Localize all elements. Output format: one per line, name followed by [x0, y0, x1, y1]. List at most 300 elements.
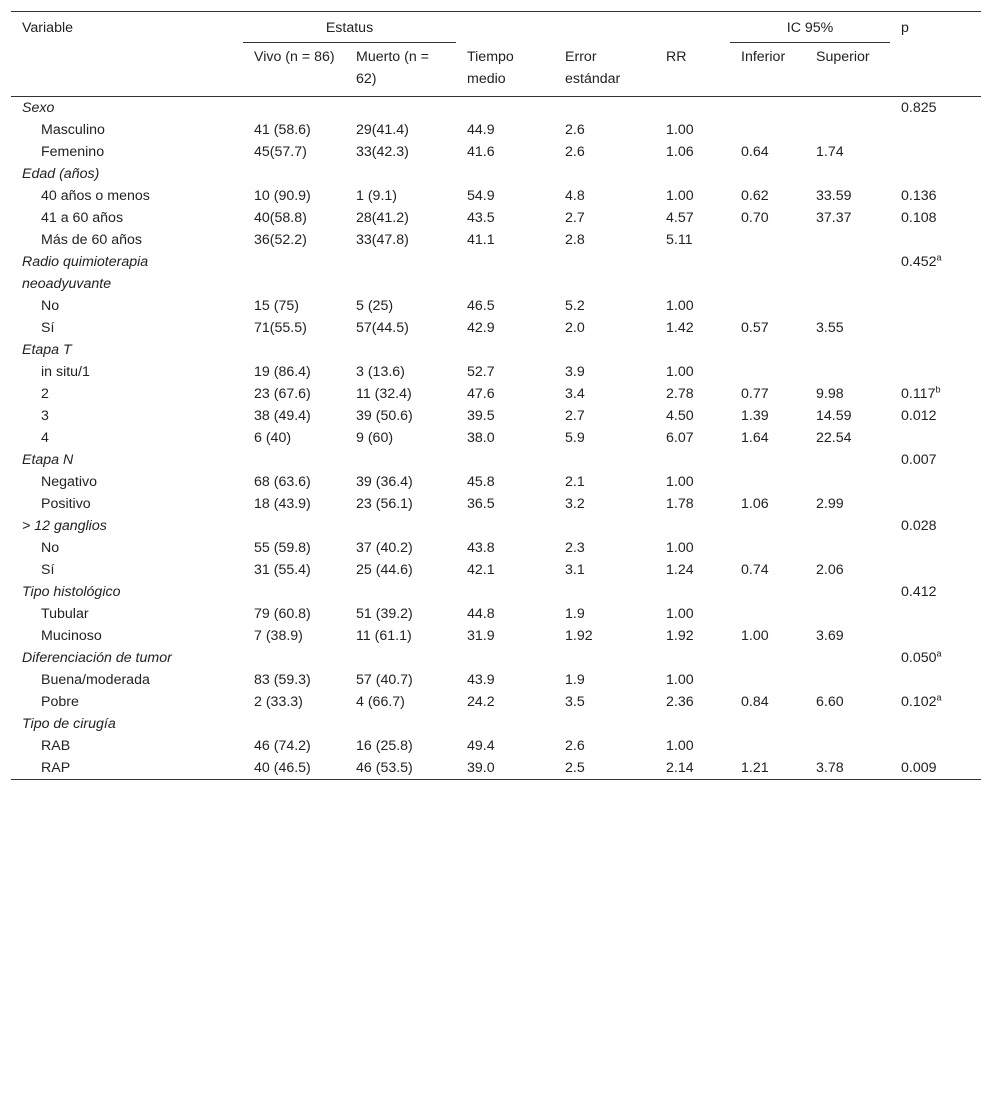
cell-error-text: 1.9 — [565, 672, 585, 688]
p-footnote-mark: a — [936, 692, 942, 703]
cell-error — [554, 757, 655, 780]
cell-tiempo — [456, 207, 554, 229]
cell-p — [890, 625, 981, 647]
cell-tiempo-text: 43.5 — [467, 210, 495, 226]
cell-error — [554, 713, 655, 735]
header-estatus-group — [243, 12, 456, 43]
cell-rr-text: 1.42 — [666, 320, 694, 336]
cell-vivo-text: 45(57.7) — [254, 144, 307, 160]
cell-inf-text: 1.00 — [741, 628, 769, 644]
cell-variable-text: 4 — [41, 430, 49, 446]
cell-rr — [655, 647, 730, 669]
cell-sup — [805, 515, 890, 537]
cell-inf — [730, 207, 805, 229]
cell-rr-text: 1.00 — [666, 606, 694, 622]
cell-vivo — [243, 251, 345, 295]
cell-error — [554, 669, 655, 691]
cell-p — [890, 251, 981, 295]
cell-p — [890, 185, 981, 207]
cell-sup — [805, 383, 890, 405]
cell-inf-text: 1.64 — [741, 430, 769, 446]
cell-variable-text: Tipo de cirugía — [22, 716, 116, 732]
category-row — [11, 647, 981, 669]
cell-muerto-text: 25 (44.6) — [356, 562, 413, 578]
cell-muerto — [345, 537, 456, 559]
cell-rr — [655, 361, 730, 383]
cell-tiempo-text: 41.1 — [467, 232, 495, 248]
table-row — [11, 119, 981, 141]
cell-muerto-text: 5 (25) — [356, 298, 394, 314]
cell-error-text: 1.92 — [565, 628, 593, 644]
header-superior: Superior — [816, 49, 870, 65]
cell-variable — [11, 229, 243, 251]
cell-p — [890, 163, 981, 185]
cell-vivo-text: 31 (55.4) — [254, 562, 311, 578]
cell-muerto-text: 57 (40.7) — [356, 672, 413, 688]
cell-tiempo — [456, 251, 554, 295]
cell-sup — [805, 185, 890, 207]
cell-sup — [805, 581, 890, 603]
cell-inf — [730, 581, 805, 603]
cell-tiempo — [456, 361, 554, 383]
table-row — [11, 141, 981, 163]
table-row — [11, 559, 981, 581]
header-estatus: Estatus — [325, 20, 374, 36]
cell-variable — [11, 97, 243, 120]
cell-p — [890, 493, 981, 515]
cell-error — [554, 449, 655, 471]
cell-p-text: 0.012 — [901, 408, 937, 424]
table-row — [11, 537, 981, 559]
cell-tiempo-text: 46.5 — [467, 298, 495, 314]
cell-tiempo — [456, 97, 554, 120]
cell-variable-text: Masculino — [41, 122, 105, 138]
cell-error — [554, 229, 655, 251]
cell-variable-text: Etapa N — [22, 452, 74, 468]
cell-tiempo — [456, 141, 554, 163]
cell-inf — [730, 229, 805, 251]
cell-muerto-text: 23 (56.1) — [356, 496, 413, 512]
cell-inf-text: 1.21 — [741, 760, 769, 776]
cell-p — [890, 471, 981, 493]
cell-tiempo — [456, 383, 554, 405]
cell-vivo-text: 41 (58.6) — [254, 122, 311, 138]
cell-rr — [655, 163, 730, 185]
cell-sup — [805, 119, 890, 141]
cell-muerto-text: 11 (61.1) — [356, 628, 412, 644]
cell-muerto — [345, 581, 456, 603]
cell-variable — [11, 515, 243, 537]
cell-sup — [805, 625, 890, 647]
cell-rr-text: 1.06 — [666, 144, 694, 160]
cell-muerto — [345, 207, 456, 229]
cell-sup — [805, 317, 890, 339]
cell-error-text: 3.4 — [565, 386, 585, 402]
cell-error — [554, 119, 655, 141]
cell-variable — [11, 185, 243, 207]
cell-vivo-text: 40(58.8) — [254, 210, 307, 226]
cell-tiempo — [456, 603, 554, 625]
cell-vivo — [243, 383, 345, 405]
cell-inf-text: 0.57 — [741, 320, 769, 336]
cell-rr-text: 2.78 — [666, 386, 694, 402]
cell-vivo-text: 15 (75) — [254, 298, 299, 314]
cell-variable-text: Sí — [41, 562, 55, 578]
cell-variable — [11, 405, 243, 427]
cell-vivo — [243, 185, 345, 207]
cell-error — [554, 559, 655, 581]
cell-error — [554, 581, 655, 603]
table-row — [11, 471, 981, 493]
cell-inf — [730, 713, 805, 735]
cell-vivo — [243, 559, 345, 581]
cell-error — [554, 735, 655, 757]
category-row — [11, 339, 981, 361]
cell-rr-text: 1.00 — [666, 540, 694, 556]
cell-sup — [805, 647, 890, 669]
header-inferior: Inferior — [741, 49, 786, 65]
table-row — [11, 625, 981, 647]
cell-vivo — [243, 317, 345, 339]
cell-sup — [805, 405, 890, 427]
cell-error — [554, 207, 655, 229]
cell-inf — [730, 603, 805, 625]
cell-muerto — [345, 691, 456, 713]
cell-vivo — [243, 757, 345, 780]
cell-error — [554, 383, 655, 405]
cell-rr-text: 1.24 — [666, 562, 694, 578]
cell-inf-text: 0.77 — [741, 386, 769, 402]
cell-sup — [805, 471, 890, 493]
cell-sup-text: 37.37 — [816, 210, 852, 226]
cell-error-text: 4.8 — [565, 188, 585, 204]
cell-rr — [655, 119, 730, 141]
cell-tiempo — [456, 427, 554, 449]
table-row — [11, 361, 981, 383]
cell-p — [890, 735, 981, 757]
cell-muerto-text: 37 (40.2) — [356, 540, 413, 556]
header-ic-group — [730, 12, 890, 43]
cell-vivo-text: 38 (49.4) — [254, 408, 311, 424]
cell-error-text: 2.6 — [565, 738, 585, 754]
cell-vivo — [243, 669, 345, 691]
table-row — [11, 493, 981, 515]
header-error: Error estándar — [565, 48, 621, 87]
cell-error — [554, 691, 655, 713]
cell-variable — [11, 207, 243, 229]
cell-p-text: 0.050 — [901, 650, 937, 666]
cell-inf-text: 0.84 — [741, 694, 769, 710]
cell-sup — [805, 97, 890, 120]
cell-error-text: 2.6 — [565, 122, 585, 138]
table-row — [11, 757, 981, 780]
cell-variable-text: > 12 ganglios — [22, 518, 107, 534]
cell-variable-text: Radio quimioterapia neoadyuvante — [22, 254, 149, 292]
table-row — [11, 405, 981, 427]
cell-inf — [730, 361, 805, 383]
cell-rr — [655, 669, 730, 691]
cell-inf — [730, 537, 805, 559]
cell-vivo — [243, 141, 345, 163]
cell-variable — [11, 625, 243, 647]
cell-muerto — [345, 493, 456, 515]
cell-rr — [655, 97, 730, 120]
cell-error-text: 3.5 — [565, 694, 585, 710]
cell-error-text: 2.5 — [565, 760, 585, 776]
cell-tiempo — [456, 515, 554, 537]
cell-variable — [11, 251, 243, 295]
cell-tiempo — [456, 119, 554, 141]
cell-tiempo — [456, 317, 554, 339]
cell-tiempo-text: 41.6 — [467, 144, 495, 160]
cell-muerto — [345, 603, 456, 625]
cell-vivo-text: 46 (74.2) — [254, 738, 311, 754]
cell-rr — [655, 427, 730, 449]
cell-sup-text: 3.69 — [816, 628, 844, 644]
cell-inf-text: 0.74 — [741, 562, 769, 578]
cell-variable-text: RAB — [41, 738, 71, 754]
cell-tiempo — [456, 669, 554, 691]
cell-sup — [805, 427, 890, 449]
cell-tiempo — [456, 339, 554, 361]
cell-error — [554, 339, 655, 361]
header-p: p — [901, 20, 909, 36]
cell-sup — [805, 757, 890, 780]
cell-muerto — [345, 669, 456, 691]
cell-sup — [805, 537, 890, 559]
cell-muerto — [345, 383, 456, 405]
cell-muerto — [345, 515, 456, 537]
cell-vivo — [243, 735, 345, 757]
cell-p — [890, 317, 981, 339]
cell-variable-text: Negativo — [41, 474, 97, 490]
cell-sup-text: 22.54 — [816, 430, 852, 446]
cell-variable-text: 41 a 60 años — [41, 210, 124, 226]
cell-tiempo-text: 42.1 — [467, 562, 495, 578]
cell-p-text: 0.009 — [901, 760, 937, 776]
cell-variable-text: Tubular — [41, 606, 89, 622]
cell-p — [890, 141, 981, 163]
table-row — [11, 669, 981, 691]
cell-sup-text: 1.74 — [816, 144, 844, 160]
table-row — [11, 735, 981, 757]
cell-variable-text: No — [41, 540, 60, 556]
cell-muerto-text: 28(41.2) — [356, 210, 409, 226]
cell-p — [890, 515, 981, 537]
table-row — [11, 317, 981, 339]
cell-sup — [805, 603, 890, 625]
cell-muerto — [345, 317, 456, 339]
cell-vivo-text: 2 (33.3) — [254, 694, 303, 710]
cell-rr-text: 1.00 — [666, 738, 694, 754]
cell-error — [554, 317, 655, 339]
cell-sup — [805, 339, 890, 361]
cell-sup — [805, 559, 890, 581]
cell-error-text: 3.1 — [565, 562, 585, 578]
cell-error — [554, 163, 655, 185]
cell-muerto-text: 4 (66.7) — [356, 694, 405, 710]
cell-sup — [805, 295, 890, 317]
table-row — [11, 427, 981, 449]
cell-inf — [730, 317, 805, 339]
cell-muerto — [345, 625, 456, 647]
cell-muerto-text: 1 (9.1) — [356, 188, 398, 204]
cell-variable — [11, 339, 243, 361]
cell-muerto-text: 9 (60) — [356, 430, 394, 446]
cell-muerto — [345, 141, 456, 163]
cell-variable-text: Etapa T — [22, 342, 72, 358]
cell-vivo — [243, 625, 345, 647]
cell-error — [554, 141, 655, 163]
cell-variable-text: Pobre — [41, 694, 79, 710]
cell-sup — [805, 141, 890, 163]
cell-rr — [655, 251, 730, 295]
cell-rr-text: 1.00 — [666, 364, 694, 380]
cell-inf — [730, 559, 805, 581]
cell-variable — [11, 427, 243, 449]
cell-muerto — [345, 295, 456, 317]
cell-variable-text: Diferenciación de tumor — [22, 650, 172, 666]
cell-rr — [655, 449, 730, 471]
cell-muerto — [345, 757, 456, 780]
cell-inf — [730, 757, 805, 780]
cell-muerto-text: 51 (39.2) — [356, 606, 413, 622]
cell-p — [890, 691, 981, 713]
cell-tiempo — [456, 713, 554, 735]
cell-p — [890, 581, 981, 603]
cell-rr — [655, 603, 730, 625]
cell-tiempo — [456, 185, 554, 207]
cell-variable — [11, 361, 243, 383]
cell-vivo — [243, 207, 345, 229]
table-row — [11, 295, 981, 317]
p-footnote-mark: b — [935, 384, 941, 395]
cell-inf — [730, 339, 805, 361]
cell-variable — [11, 383, 243, 405]
cell-variable — [11, 669, 243, 691]
cell-inf — [730, 251, 805, 295]
cell-rr-text: 2.36 — [666, 694, 694, 710]
cell-variable-text: Sexo — [22, 100, 55, 116]
cell-vivo-text: 40 (46.5) — [254, 760, 311, 776]
cell-inf — [730, 119, 805, 141]
cell-p — [890, 97, 981, 120]
cell-variable-text: 2 — [41, 386, 49, 402]
cell-inf — [730, 141, 805, 163]
cell-error — [554, 405, 655, 427]
cell-variable — [11, 757, 243, 780]
cell-variable — [11, 537, 243, 559]
cell-inf — [730, 735, 805, 757]
cell-muerto — [345, 229, 456, 251]
cell-error-text: 3.2 — [565, 496, 585, 512]
category-row — [11, 163, 981, 185]
cell-vivo-text: 7 (38.9) — [254, 628, 303, 644]
cell-variable-text: 3 — [41, 408, 49, 424]
cell-error-text: 1.9 — [565, 606, 585, 622]
cell-vivo — [243, 515, 345, 537]
cell-tiempo-text: 38.0 — [467, 430, 495, 446]
category-row — [11, 251, 981, 295]
cell-p-text: 0.108 — [901, 210, 937, 226]
cell-tiempo-text: 42.9 — [467, 320, 495, 336]
cell-vivo — [243, 163, 345, 185]
cell-tiempo — [456, 691, 554, 713]
table-row — [11, 691, 981, 713]
cell-vivo-text: 23 (67.6) — [254, 386, 311, 402]
cell-variable — [11, 317, 243, 339]
cell-p — [890, 647, 981, 669]
cell-inf — [730, 405, 805, 427]
cell-p — [890, 757, 981, 780]
cell-error-text: 2.8 — [565, 232, 585, 248]
survival-table-container — [11, 11, 981, 780]
cell-muerto-text: 33(47.8) — [356, 232, 409, 248]
cell-rr — [655, 295, 730, 317]
table-body — [11, 97, 981, 780]
cell-variable-text: Positivo — [41, 496, 91, 512]
cell-vivo-text: 71(55.5) — [254, 320, 307, 336]
cell-muerto — [345, 735, 456, 757]
cell-muerto — [345, 449, 456, 471]
cell-sup-text: 2.99 — [816, 496, 844, 512]
cell-rr-text: 1.00 — [666, 298, 694, 314]
cell-error — [554, 537, 655, 559]
cell-rr — [655, 625, 730, 647]
cell-sup — [805, 449, 890, 471]
cell-variable-text: Sí — [41, 320, 55, 336]
cell-sup — [805, 163, 890, 185]
cell-rr — [655, 207, 730, 229]
cell-tiempo-text: 44.9 — [467, 122, 495, 138]
cell-tiempo-text: 24.2 — [467, 694, 495, 710]
cell-error — [554, 97, 655, 120]
cell-error — [554, 251, 655, 295]
cell-inf — [730, 295, 805, 317]
cell-vivo — [243, 405, 345, 427]
cell-muerto — [345, 119, 456, 141]
cell-rr — [655, 405, 730, 427]
table-header — [11, 12, 981, 97]
cell-tiempo-text: 43.9 — [467, 672, 495, 688]
cell-error — [554, 603, 655, 625]
cell-rr — [655, 229, 730, 251]
cell-rr-text: 2.14 — [666, 760, 694, 776]
cell-tiempo — [456, 581, 554, 603]
cell-p-text: 0.102 — [901, 694, 937, 710]
header-muerto: Muerto (n = 62) — [356, 49, 429, 87]
cell-rr — [655, 471, 730, 493]
cell-rr-text: 1.92 — [666, 628, 694, 644]
survival-table — [11, 11, 981, 780]
cell-error-text: 3.9 — [565, 364, 585, 380]
cell-p — [890, 405, 981, 427]
cell-rr — [655, 713, 730, 735]
cell-p — [890, 339, 981, 361]
cell-vivo — [243, 647, 345, 669]
cell-variable-text: Edad (años) — [22, 166, 100, 182]
cell-vivo — [243, 427, 345, 449]
cell-p-text: 0.452 — [901, 254, 937, 270]
cell-inf — [730, 471, 805, 493]
header-vivo: Vivo (n = 86) — [254, 49, 335, 65]
cell-p-text: 0.117 — [901, 386, 936, 402]
cell-p — [890, 713, 981, 735]
cell-muerto-text: 33(42.3) — [356, 144, 409, 160]
cell-rr — [655, 757, 730, 780]
cell-p — [890, 449, 981, 471]
cell-inf — [730, 669, 805, 691]
